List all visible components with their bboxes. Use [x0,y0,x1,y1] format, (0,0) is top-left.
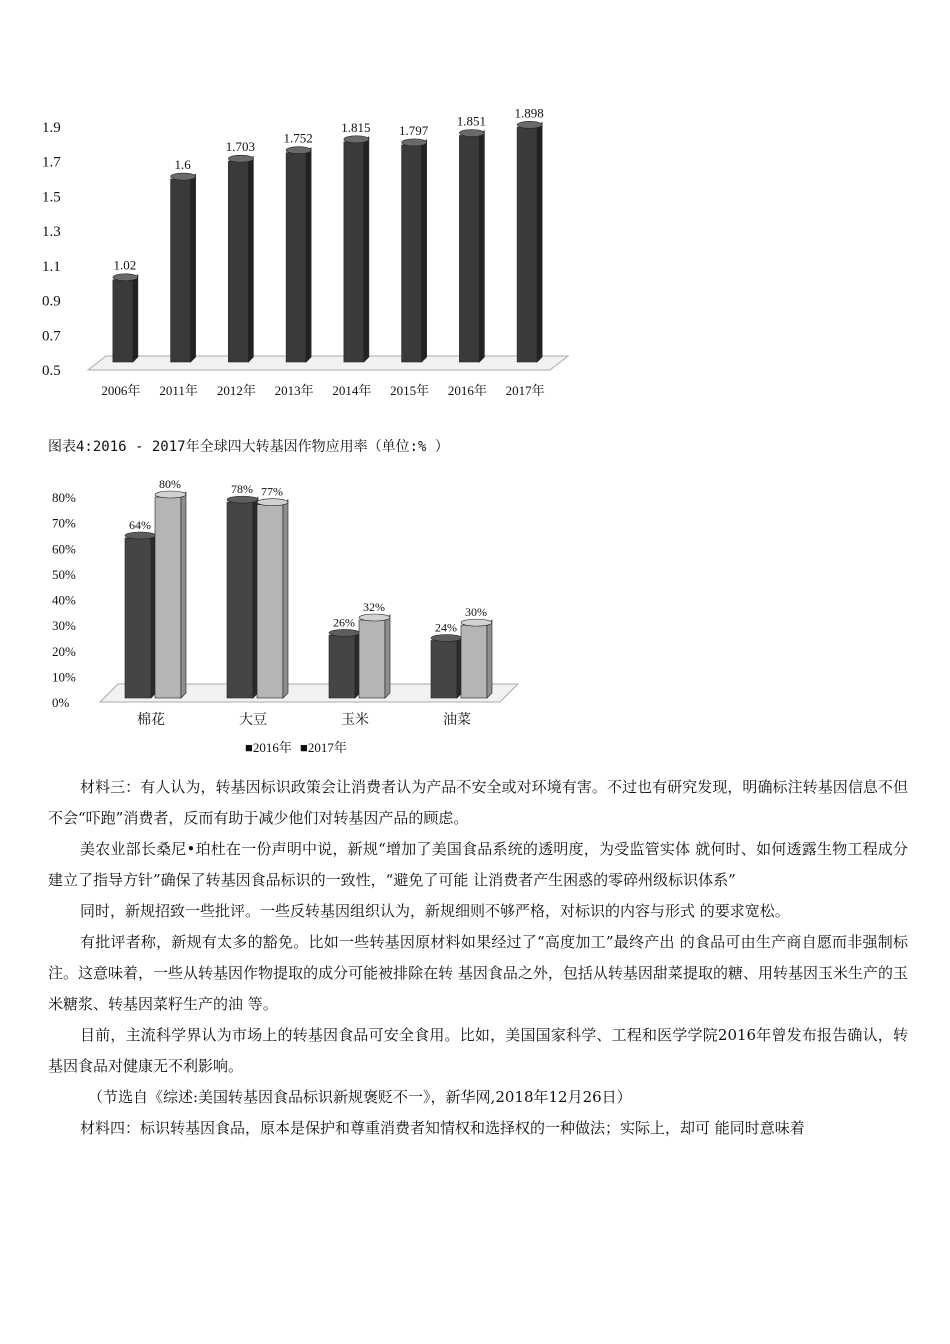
data-label: 78% [231,482,253,497]
bar [286,147,311,362]
bar [344,136,369,362]
y-tick-label: 0.7 [42,328,61,345]
bar-2016年 [227,496,258,698]
paragraph-criticism: 同时，新规招致一些批评。一些反转基因组织认为，新规细则不够严格，对标识的内容与形式 的要求宽松。 [80,902,790,920]
y-tick-label: 1.1 [42,258,61,275]
y-tick-label: 10% [52,669,76,685]
legend-2016: ■2016年 [245,740,292,755]
x-tick-label: 2017年 [505,383,545,398]
data-label: 80% [159,477,181,491]
source-citation: （节选自《综述:美国转基因食品标识新规褒贬不一》，新华网,2018年12月26日） [88,1088,632,1106]
chart-gm-adoption-trend [40,95,580,410]
data-label: 1.703 [225,139,255,155]
x-tick-label: 棉花 [137,713,165,728]
y-tick-label: 70% [52,515,76,531]
data-label: 1.752 [283,130,313,146]
data-label: 64% [129,518,151,532]
y-tick-label: 20% [52,643,76,659]
x-tick-label: 油菜 [443,713,471,728]
x-tick-label: 2006年 [101,383,141,398]
y-tick-label: 1.3 [42,224,61,241]
x-tick-label: 2011年 [159,383,198,398]
y-tick-label: 0.9 [42,293,61,310]
data-label: 1.02 [113,257,137,273]
paragraph-secretary-statement: 美农业部长桑尼•珀杜在一份声明中说，新规“增加了美国食品系统的透明度，为受监管实体 就何时、如何透露生物工程成分建立了指导方针”确保了转基因食品标识的一致性，“避免了可能 让消费者产生困惑的零碎州级标识体系” [48,840,908,889]
chart-caption: 图表4:2016 - 2017年全球四大转基因作物应用率（单位:% ） [48,439,449,455]
y-tick-label: 60% [52,541,76,557]
bar [171,173,196,362]
legend-2017: ■2017年 [300,740,347,755]
paragraph-material-3: 材料三：有人认为，转基因标识政策会让消费者认为产品不安全或对环境有害。不过也有研究发现，明确标注转基因信息不但不会“吓跑”消费者，反而有助于减少他们对转基因产品的顾虑。 [48,778,908,827]
y-tick-label: 1.7 [42,154,61,171]
article-body [48,772,908,1144]
x-tick-label: 2014年 [332,383,372,398]
x-tick-label: 玉米 [341,713,369,728]
data-label: 32% [363,600,385,614]
y-tick-label: 30% [52,618,76,634]
data-label: 77% [261,484,283,499]
bar [113,274,138,362]
data-label: 30% [465,605,487,620]
data-label: 1.6 [174,157,191,173]
bar-2017年 [461,619,492,698]
bar-2016年 [329,629,360,698]
paragraph-material-4: 材料四：标识转基因食品，原本是保护和尊重消费者知情权和选择权的一种做法；实际上，却可 能同时意味着 [80,1119,805,1137]
x-tick-label: 大豆 [239,713,267,728]
data-label: 1.815 [341,119,371,135]
bar [402,139,427,362]
bar [517,121,542,362]
bar-2017年 [155,491,186,698]
chart1-floor [88,356,568,370]
y-tick-label: 50% [52,566,76,582]
bar [228,155,253,362]
x-tick-label: 2013年 [274,383,314,398]
bar-2017年 [359,614,390,698]
data-label: 1.898 [514,105,544,121]
y-tick-label: 1.9 [42,120,61,136]
y-tick-label: 0.5 [42,363,61,379]
x-tick-label: 2012年 [216,383,256,398]
y-tick-label: 80% [52,490,76,505]
x-tick-label: 2016年 [447,383,487,398]
paragraph-scientific-view: 目前，主流科学界认为市场上的转基因食品可安全食用。比如，美国国家科学、工程和医学学院2016年曾发布报告确认，转基因食品对健康无不利影响。 [48,1026,908,1075]
bar-2017年 [257,499,288,698]
bar-2016年 [431,635,462,699]
paragraph-exemptions: 有批评者称，新规有太多的豁免。比如一些转基因原材料如果经过了“高度加工”最终产出 的食品可由生产商自愿而非强制标注。这意味着，一些从转基因作物提取的成分可能被排除在转 基因食品之外，包括从转基因甜菜提取的糖、用转基因玉米生产的玉米糖浆、转基因菜籽生产的油 等。 [48,933,908,1013]
chart-crop-adoption-rates [40,462,540,762]
y-tick-label: 40% [52,592,76,608]
data-label: 24% [435,620,457,635]
y-tick-label: 1.5 [42,189,61,206]
data-label: 1.851 [456,113,486,129]
bar [459,130,484,362]
bar-2016年 [125,532,156,698]
data-label: 26% [333,615,355,630]
y-tick-label: 0% [52,695,70,710]
data-label: 1.797 [399,122,429,138]
x-tick-label: 2015年 [390,383,430,398]
